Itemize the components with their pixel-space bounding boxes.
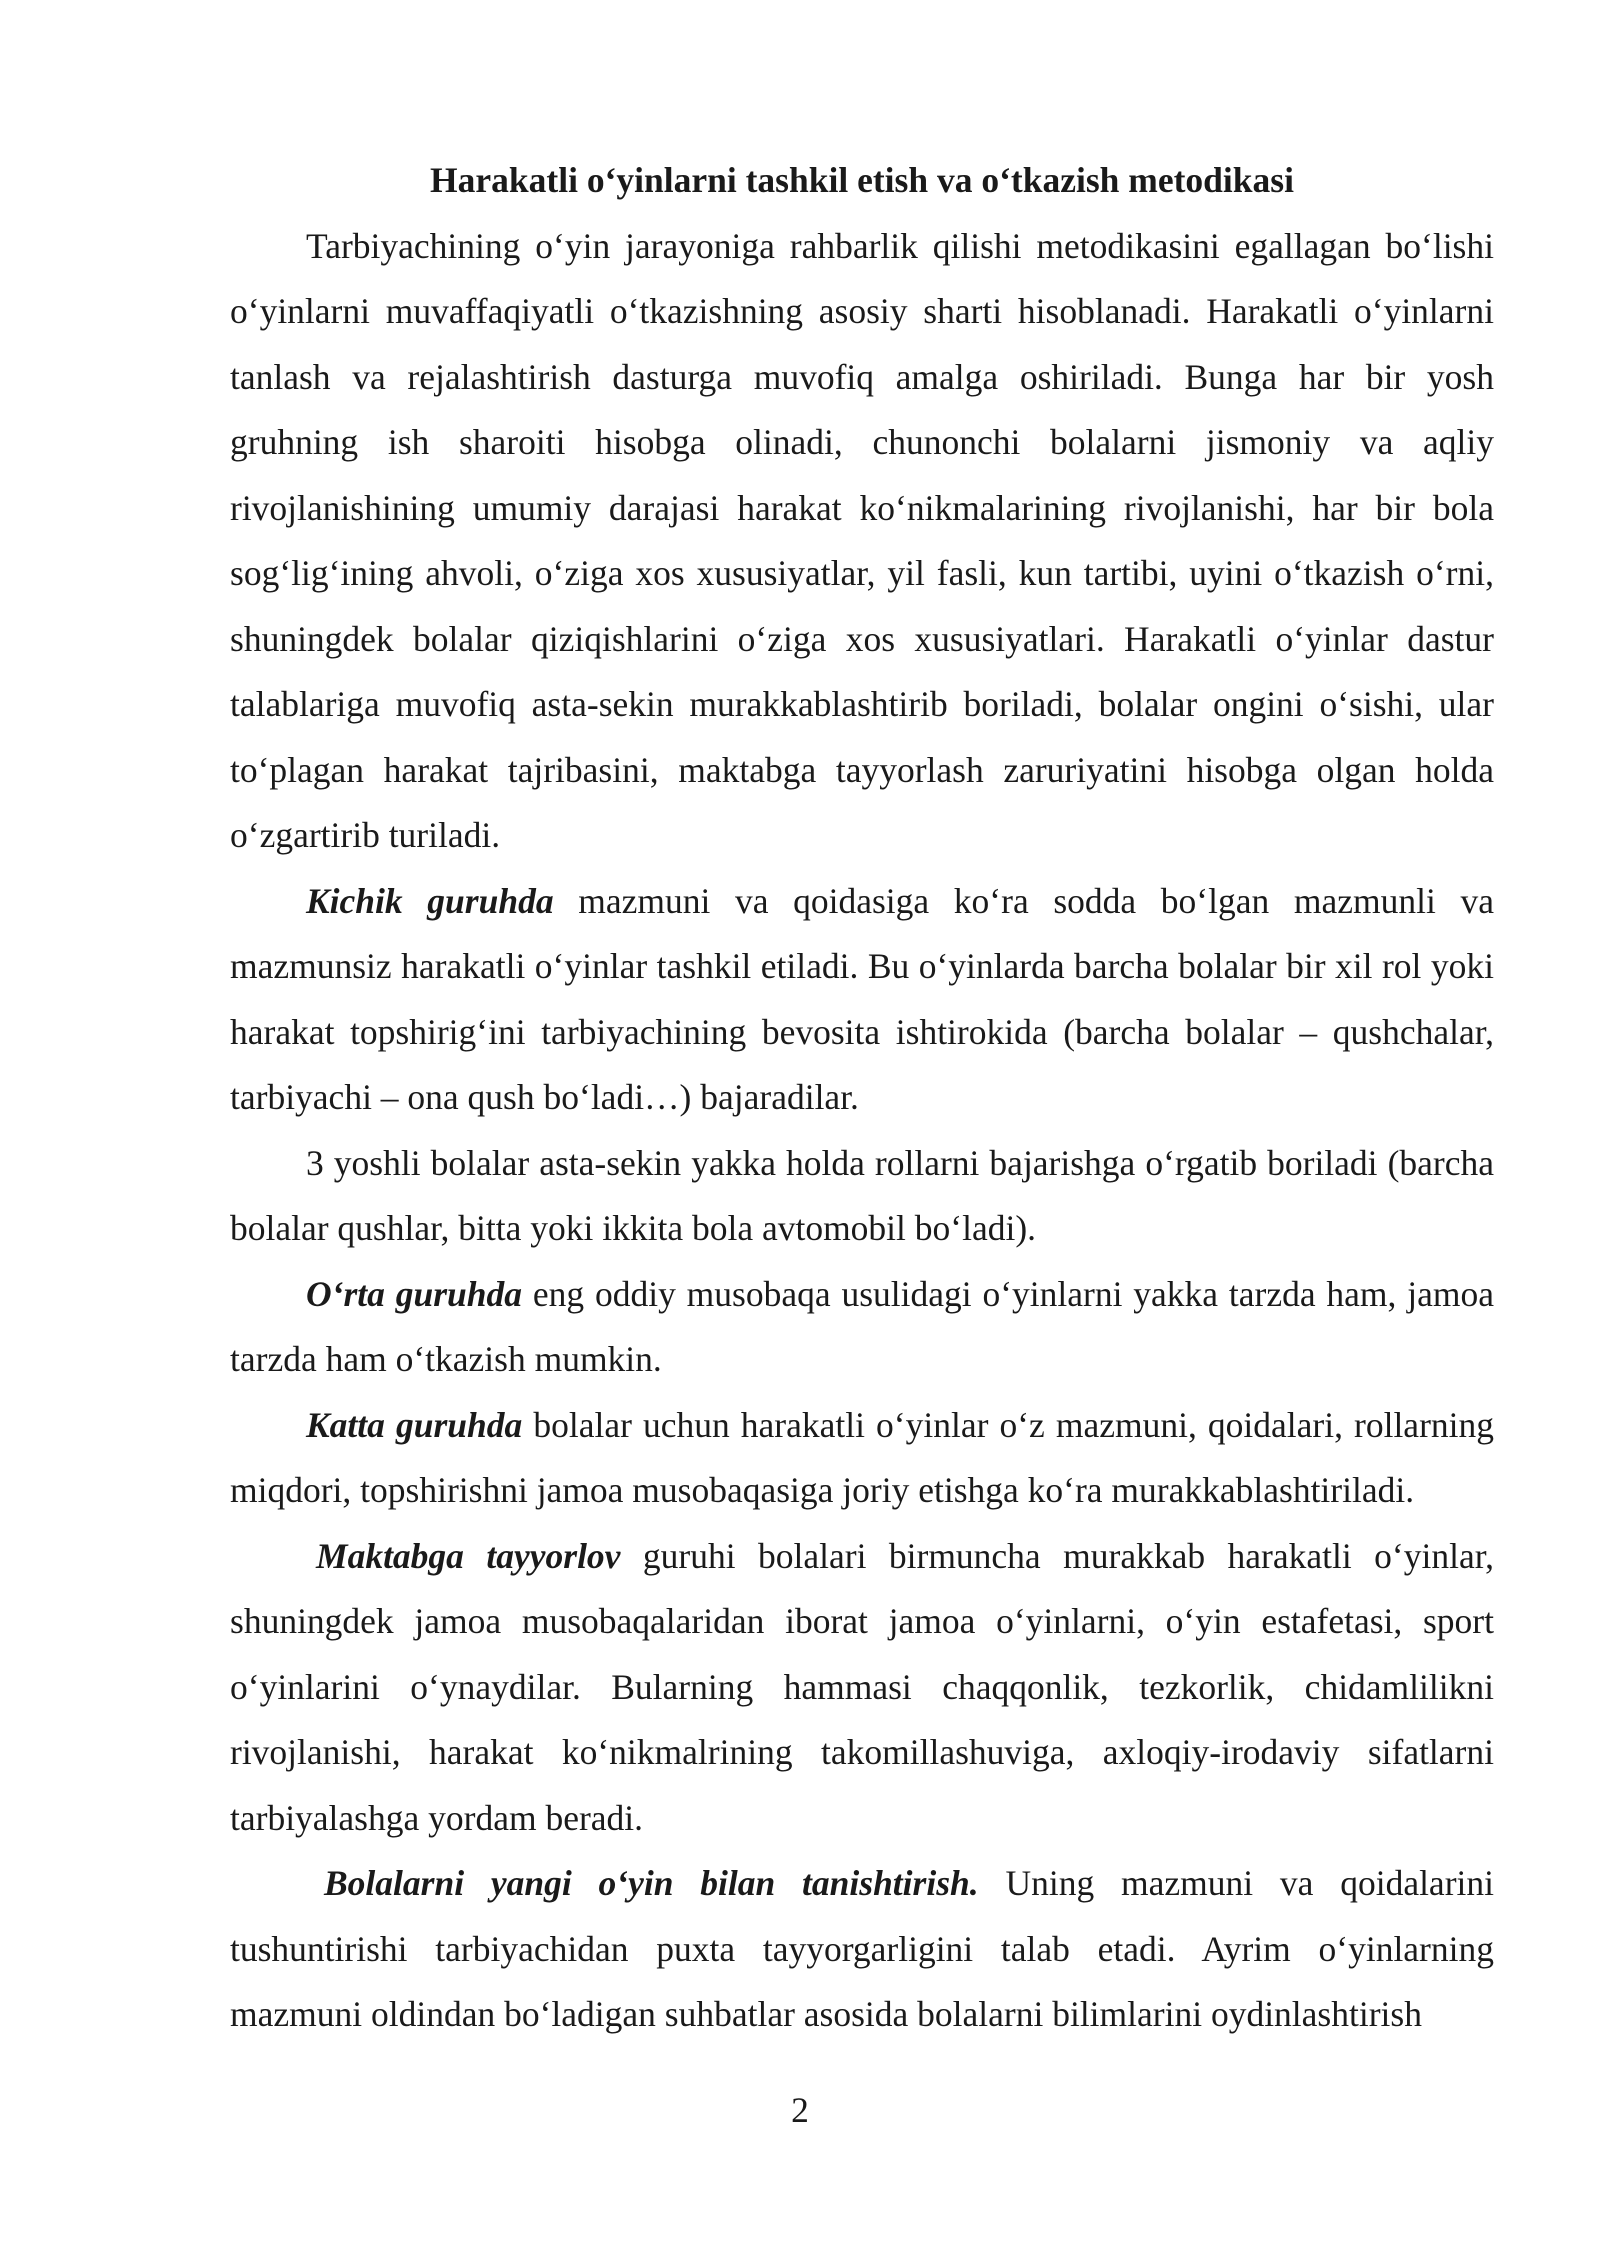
paragraph-3-yoshli xyxy=(230,1131,1494,1262)
paragraph-text: guruhi bolalari birmuncha murakkab harakatli o‘yinlar, shuningdek jamoa musobaqalaridan iborat jamoa o‘yinlarni, o‘yin estafetasi, sport o‘yinlarini o‘ynaydilar. Bularning hammasi chaqqonlik, tezkorlik, chidamlilikni rivojlanishi, harakat ko‘nikmalrining takomillashuviga, axloqiy-irodaviy sifatlarni tarbiyalashga yordam beradi. xyxy=(230,1535,1494,1838)
paragraph-text: Uning mazmuni va qoidalarini tushuntirishi tarbiyachidan puxta tayyorgarligini talab etadi. Ayrim o‘yinlarning mazmuni oldindan bo‘ladigan suhbatlar asosida bolalarni bilimlarini oydinlashtirish xyxy=(230,1863,1494,2034)
paragraph-lead: Kichik guruhda xyxy=(306,880,554,921)
paragraph-text: bolalar uchun harakatli o‘yinlar o‘z mazmuni, qoidalari, rollarning miqdori, topshirishni jamoa musobaqasiga joriy etishga ko‘ra murakkablashtiriladi. xyxy=(230,1404,1494,1510)
paragraph-orta-guruh xyxy=(230,1262,1494,1393)
paragraph-text: 3 yoshli bolalar asta-sekin yakka holda rollarni bajarishga o‘rgatib boriladi (barcha bolalar qushlar, bitta yoki ikkita bola avtomobil bo‘ladi). xyxy=(230,1142,1494,1248)
paragraph-lead: Maktabga tayyorlov xyxy=(316,1535,621,1576)
page-number: 2 xyxy=(791,2090,809,2130)
paragraph-yangi-oyin xyxy=(230,1851,1494,2048)
paragraph-intro xyxy=(230,214,1494,869)
paragraph-kichik-guruh xyxy=(230,869,1494,1131)
paragraph-text: eng oddiy musobaqa usulidagi o‘yinlarni yakka tarzda ham, jamoa tarzda ham o‘tkazish mumkin. xyxy=(230,1273,1494,1379)
paragraph-lead: O‘rta guruhda xyxy=(306,1273,523,1314)
paragraph-lead: Katta guruhda xyxy=(306,1404,523,1445)
paragraph-maktabga-tayyorlov xyxy=(230,1524,1494,1852)
page-title: Harakatli o‘yinlarni tashkil etish va o‘tkazish metodikasi xyxy=(430,160,1294,200)
paragraph-text: mazmuni va qoidasiga ko‘ra sodda bo‘lgan mazmunli va mazmunsiz harakatli o‘yinlar tashkil etiladi. Bu o‘yinlarda barcha bolalar bir xil rol yoki harakat topshirig‘ini tarbiyachining bevosita ishtirokida (barcha bolalar – qushchalar, tarbiyachi – ona qush bo‘ladi…) bajaradilar. xyxy=(230,880,1494,1117)
paragraph-lead: Bolalarni yangi o‘yin bilan tanishtirish. xyxy=(324,1863,979,1903)
paragraph-katta-guruh xyxy=(230,1393,1494,1524)
paragraph-text: Tarbiyachining o‘yin jarayoniga rahbarlik qilishi metodikasini egallagan bo‘lishi o‘yinlarni muvaffaqiyatli o‘tkazishning asosiy sharti hisoblanadi. Harakatli o‘yinlarni tanlash va rejalashtirish dasturga muvofiq amalga oshiriladi. Bunga har bir yosh gruhning ish sharoiti hisobga olinadi, chunonchi bolalarni jismoniy va aqliy rivojlanishining umumiy darajasi harakat ko‘nikmalarining rivojlanishi, har bir bola sog‘lig‘ining ahvoli, o‘ziga xos xususiyatlar, yil fasli, kun tartibi, uyini o‘tkazish o‘rni, shuningdek bolalar qiziqishlarini o‘ziga xos xususiyatlari. Harakatli o‘yinlar dastur talablariga muvofiq asta-sekin murakkablashtirib boriladi, bolalar ongini o‘sishi, ular to‘plagan harakat tajribasini, maktabga tayyorlash zaruriyatini hisobga olgan holda o‘zgartirib turiladi. xyxy=(230,225,1494,855)
page-content xyxy=(230,148,1494,2048)
